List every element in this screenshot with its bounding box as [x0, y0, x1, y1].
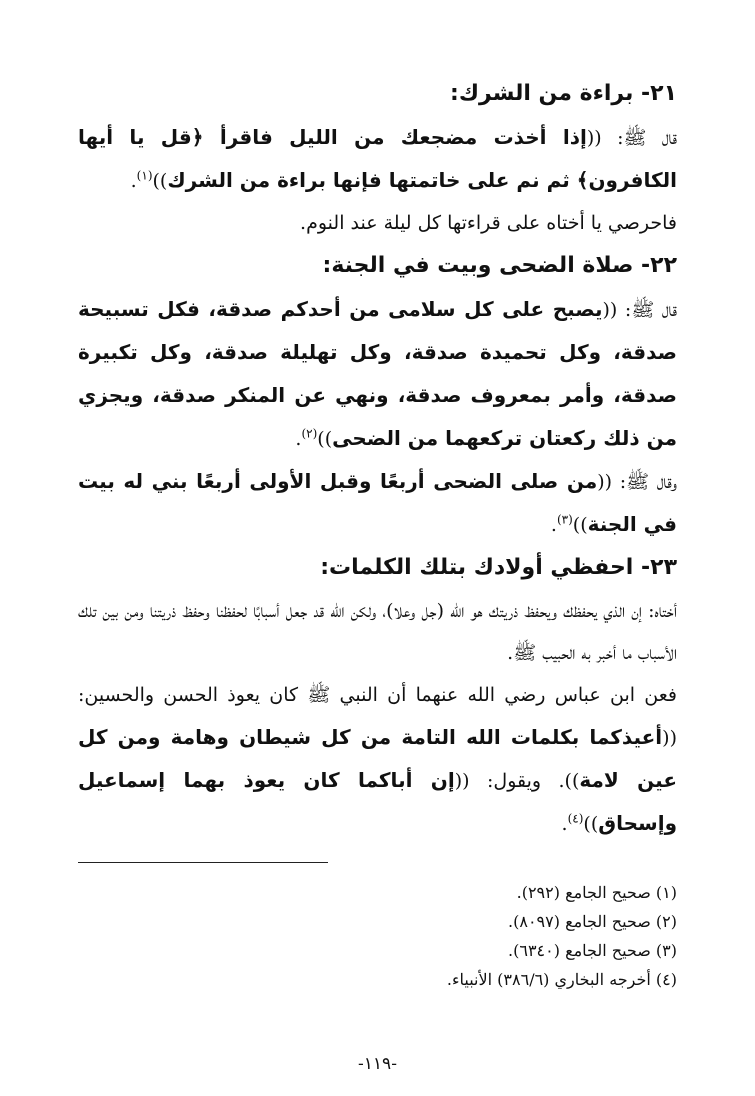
section-heading: ٢١- براءة من الشرك: [450, 81, 677, 106]
section-21 [78, 78, 677, 244]
footnote-ref: (١) [136, 168, 153, 183]
section-22 [78, 250, 677, 546]
hadith-text-2: إن أباكما كان يعوذ بهما إسماعيل وإسحاق [78, 768, 677, 835]
footnote: (٢) صحيح الجامع (٨٠٩٧). [508, 912, 677, 931]
quote-close: )) [152, 170, 168, 192]
footnote: (١) صحيح الجامع (٢٩٢). [516, 883, 677, 902]
body-paragraph: فاحرصي يا أختاه على قراءتها كل ليلة عند النوم. [300, 212, 677, 234]
hadith-intro: وقال ﷺ: (( [597, 471, 677, 493]
hadith-paragraph [78, 674, 677, 845]
hadith-intro: فعن ابن عباس رضي الله عنهما أن النبي ﷺ كان يعوذ الحسن والحسين: (( [78, 684, 677, 749]
footnote-separator [78, 862, 328, 863]
hadith-text: من صلى الضحى أربعًا وقبل الأولى أربعًا بني له بيت في الجنة [78, 469, 677, 536]
footnote: (٣) صحيح الجامع (٦٣٤٠). [508, 941, 677, 960]
quote-close: )) [572, 514, 588, 536]
section-heading: ٢٣- احفظي أولادك بتلك الكلمات: [320, 555, 677, 580]
footnote-ref: (٤) [567, 811, 584, 826]
period: . [295, 428, 302, 450]
hadith-connector: )). ويقول: (( [454, 770, 580, 792]
page-number: -١١٩- [358, 1054, 397, 1074]
footnote: (٤) أخرجه البخاري (٣٨٦/٦) الأنبياء. [446, 970, 677, 989]
hadith-text: يصبح على كل سلامى من أحدكم صدقة، فكل تسبيحة صدقة، وكل تحميدة صدقة، وكل تهليلة صدقة، وكل تكبيرة صدقة، وأمر بمعروف صدقة، ونهي عن المنكر صدقة، ويجزي من ذلك ركعتان تركعهما من الضحى [78, 297, 677, 450]
footnotes [78, 878, 677, 994]
hadith-paragraph [78, 116, 677, 202]
footnote-ref: (٢) [301, 426, 318, 441]
quote-close: )) [583, 813, 599, 835]
hadith-paragraph [78, 460, 677, 546]
section-23 [78, 552, 677, 845]
hadith-text: إذا أخذت مضجعك من الليل فاقرأ ﴿قل يا أيها الكافرون﴾ ثم نم على خاتمتها فإنها براءة من الشرك [78, 125, 677, 192]
hadith-intro: قال ﷺ: (( [586, 127, 677, 149]
hadith-intro: قال ﷺ: (( [602, 299, 678, 321]
period: . [550, 514, 557, 536]
hadith-paragraph [78, 288, 677, 460]
footnote-ref: (٣) [556, 512, 573, 527]
section-heading: ٢٢- صلاة الضحى وبيت في الجنة: [322, 253, 677, 278]
period: . [130, 170, 137, 192]
period: . [561, 813, 568, 835]
quote-close: )) [317, 428, 333, 450]
body-paragraph: أختاه: إن الذي يحفظك ويحفظ ذريتك هو الله (جل وعلا)، ولكن الله قد جعل أسبابًا لحفظنا وحفظ ذريتنا ومن بين تلك الأسباب ما أخبر به الحبيب ﷺ. [78, 600, 677, 664]
hadith-text: أعيذكما بكلمات الله التامة من كل شيطان وهامة ومن كل عين لامة [78, 725, 677, 792]
